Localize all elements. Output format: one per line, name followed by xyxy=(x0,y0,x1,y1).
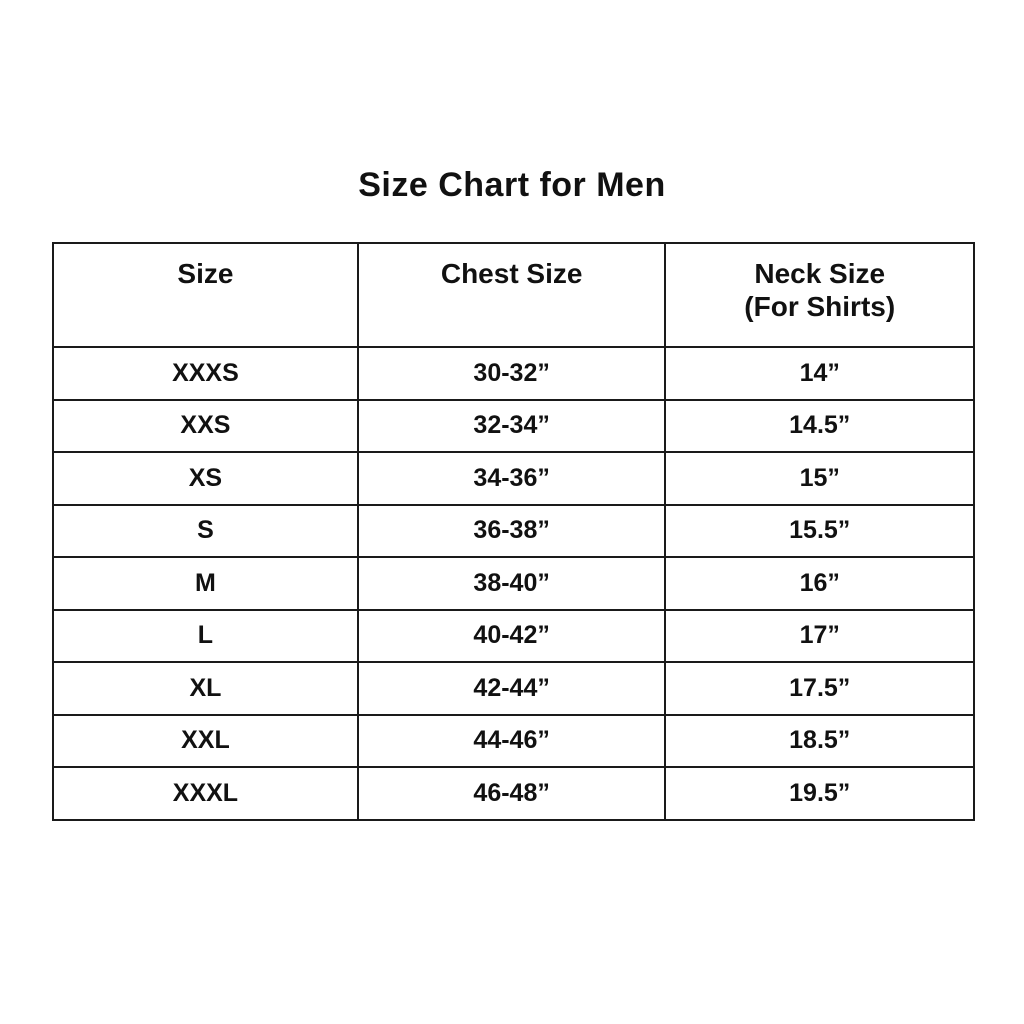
size-chart-table xyxy=(52,242,975,821)
column-header-size xyxy=(53,243,358,347)
neck-size-cell: 17” xyxy=(665,610,974,663)
neck-size-cell: 14.5” xyxy=(665,400,974,453)
table-row xyxy=(53,505,974,558)
chest-size-cell: 30-32” xyxy=(358,347,666,400)
table-row xyxy=(53,452,974,505)
size-cell: M xyxy=(53,557,358,610)
size-cell: XXS xyxy=(53,400,358,453)
neck-size-cell: 17.5” xyxy=(665,662,974,715)
table-row xyxy=(53,557,974,610)
table-row xyxy=(53,347,974,400)
table-row xyxy=(53,715,974,768)
chest-size-cell: 44-46” xyxy=(358,715,666,768)
page-title: Size Chart for Men xyxy=(358,166,666,204)
neck-size-cell: 15” xyxy=(665,452,974,505)
size-cell: XS xyxy=(53,452,358,505)
neck-size-cell: 19.5” xyxy=(665,767,974,820)
size-cell: XXXS xyxy=(53,347,358,400)
column-header-size-label: Size xyxy=(177,258,234,289)
column-header-neck-size-sublabel: (For Shirts) xyxy=(744,291,896,322)
chest-size-cell: 38-40” xyxy=(358,557,666,610)
table-row xyxy=(53,610,974,663)
size-cell: L xyxy=(53,610,358,663)
neck-size-cell: 14” xyxy=(665,347,974,400)
chest-size-cell: 46-48” xyxy=(358,767,666,820)
chest-size-cell: 42-44” xyxy=(358,662,666,715)
size-cell: S xyxy=(53,505,358,558)
neck-size-cell: 15.5” xyxy=(665,505,974,558)
chest-size-cell: 32-34” xyxy=(358,400,666,453)
neck-size-cell: 16” xyxy=(665,557,974,610)
neck-size-cell: 18.5” xyxy=(665,715,974,768)
chest-size-cell: 34-36” xyxy=(358,452,666,505)
table-row xyxy=(53,767,974,820)
table-row xyxy=(53,662,974,715)
size-cell: XXXL xyxy=(53,767,358,820)
table-row xyxy=(53,400,974,453)
column-header-neck-size-label: Neck Size xyxy=(754,258,886,289)
chest-size-cell: 36-38” xyxy=(358,505,666,558)
column-header-neck-size xyxy=(665,243,974,347)
table-header-row xyxy=(53,243,974,347)
size-cell: XL xyxy=(53,662,358,715)
chest-size-cell: 40-42” xyxy=(358,610,666,663)
column-header-chest-size-label: Chest Size xyxy=(440,258,583,289)
column-header-chest-size xyxy=(358,243,666,347)
size-cell: XXL xyxy=(53,715,358,768)
